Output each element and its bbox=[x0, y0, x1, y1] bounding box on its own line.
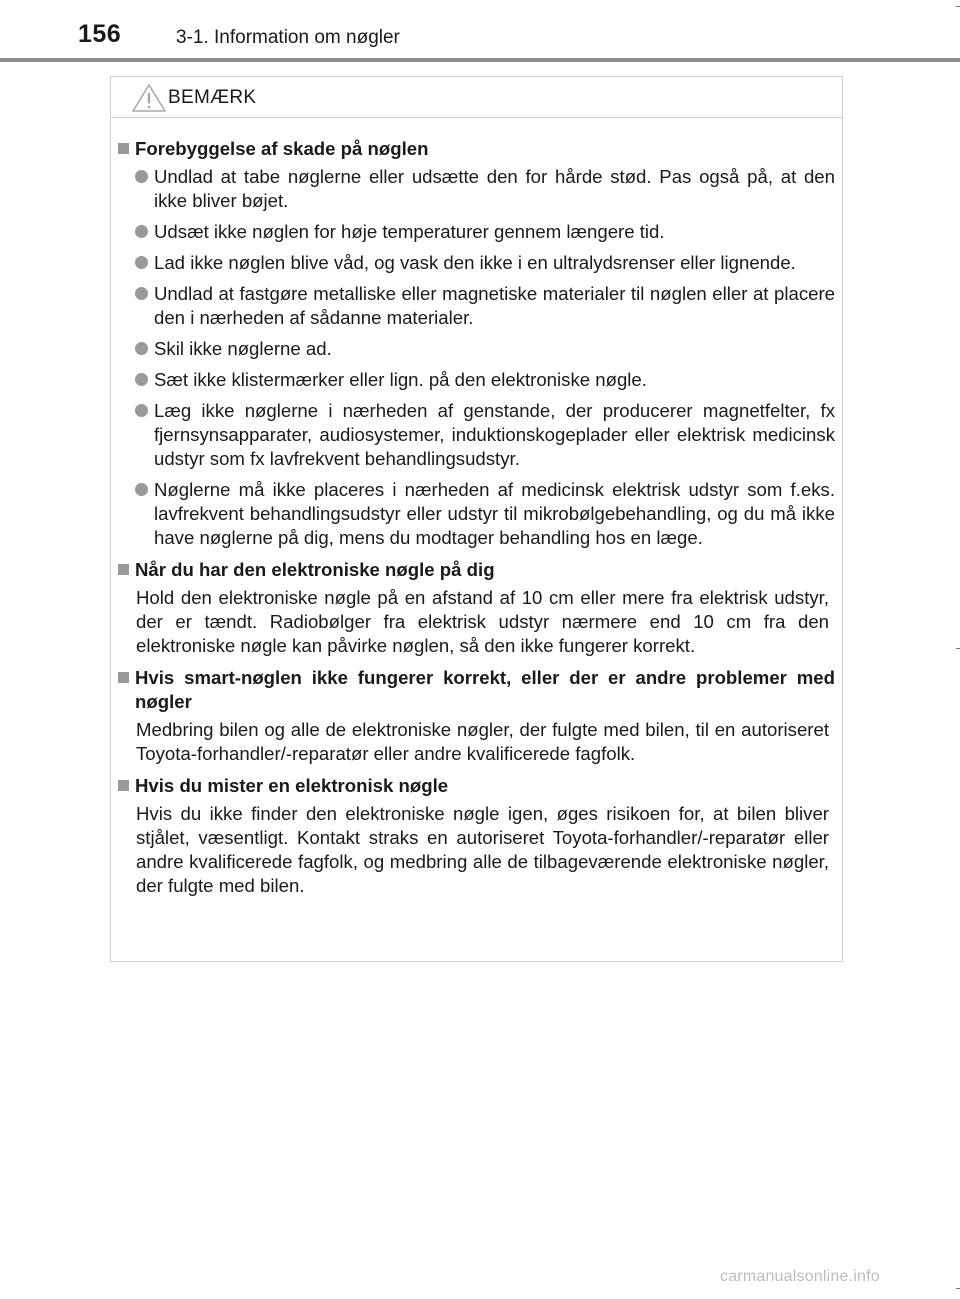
notice-title: BEMÆRK bbox=[168, 87, 257, 108]
notice-section bbox=[118, 558, 835, 658]
circle-bullet-icon bbox=[135, 165, 154, 189]
list-item: Lad ikke nøglen blive våd, og vask den ikke i en ultralydsrenser eller lignende. bbox=[118, 251, 835, 275]
list-item: Nøglerne må ikke placeres i nærheden af medicinsk elektrisk udstyr som f.eks. lavfrekvent behandlingsudstyr eller udstyr til mikrobølgebehandling, og du må ikke have nøglerne på dig, mens du modtager behandling hos en læge. bbox=[118, 478, 835, 550]
circle-bullet-icon bbox=[135, 251, 154, 275]
circle-bullet-icon bbox=[135, 478, 154, 502]
crop-mark bbox=[956, 648, 960, 649]
header-divider bbox=[0, 58, 960, 62]
list-item: Skil ikke nøglerne ad. bbox=[118, 337, 835, 361]
circle-bullet-icon bbox=[135, 368, 154, 392]
square-bullet-icon bbox=[118, 558, 135, 582]
notice-section bbox=[118, 774, 835, 898]
list-item: Udsæt ikke nøglen for høje temperaturer gennem længere tid. bbox=[118, 220, 835, 244]
section-heading: Hvis du mister en elektronisk nøgle bbox=[118, 774, 835, 798]
list-item: Læg ikke nøglerne i nærheden af genstande, der producerer magnetfelter, fx fjernsynsapparater, audiosystemer, induktionskogeplader eller elektrisk medicinsk udstyr som fx lavfrekvent behandlingsudstyr. bbox=[118, 399, 835, 471]
square-bullet-icon bbox=[118, 774, 135, 798]
watermark: carmanualsonline.info bbox=[720, 1268, 880, 1285]
circle-bullet-icon bbox=[135, 282, 154, 306]
square-bullet-icon bbox=[118, 666, 135, 690]
crop-mark bbox=[956, 1288, 960, 1289]
section-heading: Hvis smart-nøglen ikke fungerer korrekt, eller der er andre problemer med nøgler bbox=[118, 666, 835, 714]
notice-section bbox=[118, 666, 835, 766]
list-item: Undlad at fastgøre metalliske eller magnetiske materialer til nøglen eller at placere den i nærheden af sådanne materialer. bbox=[118, 282, 835, 330]
section-paragraph: Hvis du ikke finder den elektroniske nøgle igen, øges risikoen for, at bilen bliver stjålet, væsentligt. Kontakt straks en autoriseret Toyota-forhandler/-reparatør eller andre kvalificerede fagfolk, og medbring alle de tilbageværende elektroniske nøgler, der fulgte med bilen. bbox=[136, 803, 829, 896]
square-bullet-icon bbox=[118, 137, 135, 161]
circle-bullet-icon bbox=[135, 399, 154, 423]
notice-header bbox=[111, 77, 842, 118]
page-number: 156 bbox=[78, 20, 122, 48]
circle-bullet-icon bbox=[135, 220, 154, 244]
notice-content bbox=[111, 118, 842, 898]
section-heading: Når du har den elektroniske nøgle på dig bbox=[118, 558, 835, 582]
section-title: 3-1. Information om nøgler bbox=[176, 27, 400, 48]
notice-section bbox=[118, 137, 835, 550]
section-paragraph: Medbring bilen og alle de elektroniske nøgler, der fulgte med bilen, til en autoriseret Toyota-forhandler/-reparatør eller andre kvalificerede fagfolk. bbox=[136, 719, 829, 764]
section-paragraph: Hold den elektroniske nøgle på en afstand af 10 cm eller mere fra elektrisk udstyr, der er tændt. Radiobølger fra elektrisk udstyr nærmere end 10 cm fra den elektroniske nøgle kan påvirke nøglen, så den ikke fungerer korrekt. bbox=[136, 587, 829, 656]
circle-bullet-icon bbox=[135, 337, 154, 361]
list-item: Sæt ikke klistermærker eller lign. på den elektroniske nøgle. bbox=[118, 368, 835, 392]
page-header bbox=[0, 0, 960, 62]
notice-box bbox=[110, 76, 843, 962]
list-item: Undlad at tabe nøglerne eller udsætte den for hårde stød. Pas også på, at den ikke bliver bøjet. bbox=[118, 165, 835, 213]
crop-mark bbox=[956, 6, 960, 7]
section-heading: Forebyggelse af skade på nøglen bbox=[118, 137, 835, 161]
warning-triangle-icon bbox=[131, 83, 167, 113]
